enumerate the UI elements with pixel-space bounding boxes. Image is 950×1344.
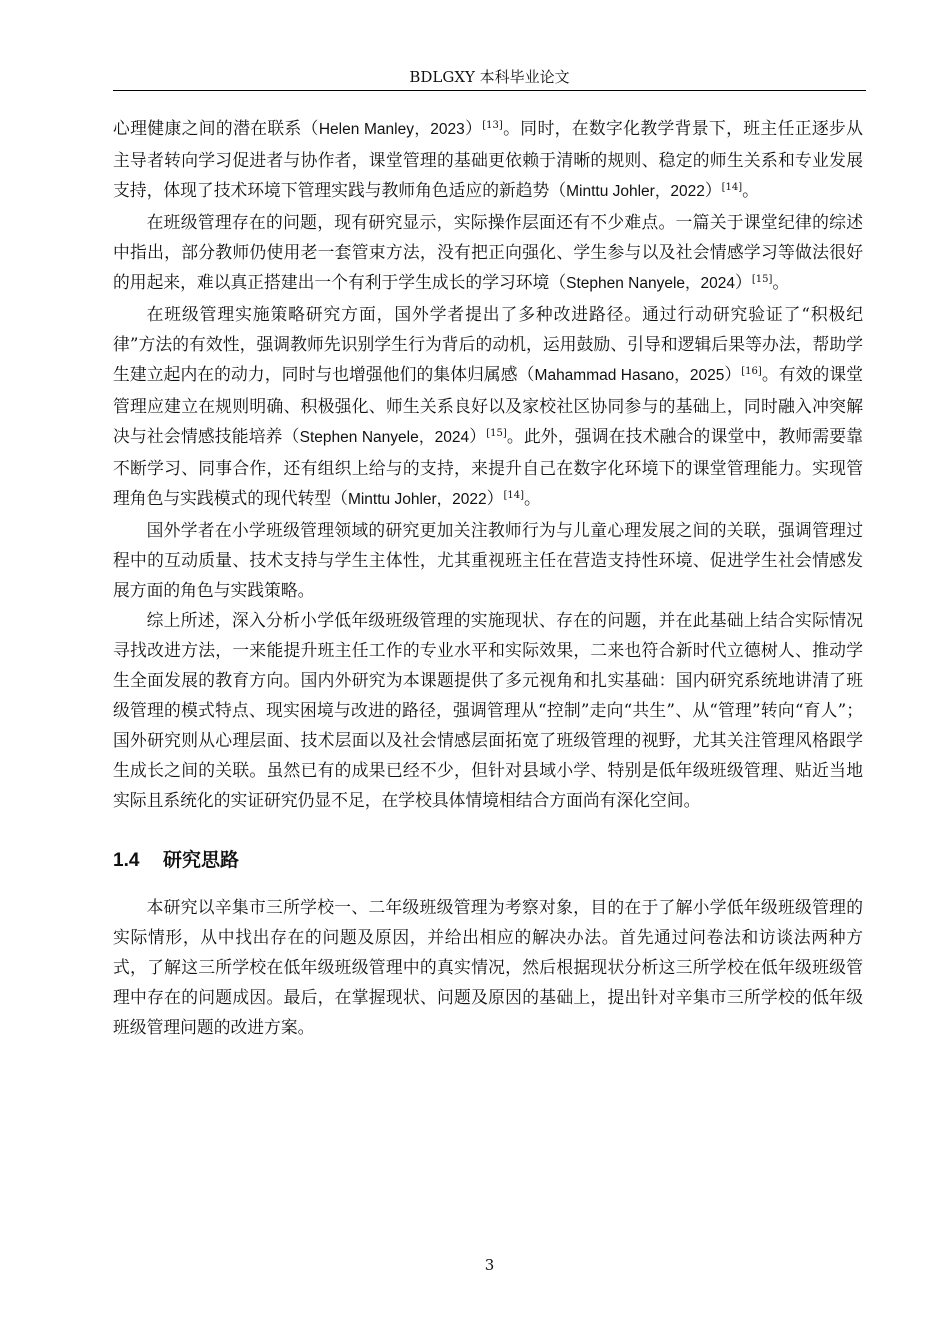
paragraph-text: 。 [742,180,759,200]
header-title: BDLGXY 本科毕业论文 [409,68,570,86]
paragraph-text: 。 [772,272,790,292]
paragraph-text: 。有效的课堂管理应建立在规则明确、积极强化、师生关系良好以及家校社区协同参与的基础上，同时融入冲突解决与社会情感技能培养（ [113,364,863,446]
paragraph-text: 。同时，在数字化教学背景下，班主任正逐步从主导者转向学习促进者与协作者，课堂管理的基础更依赖于清晰的规则、稳定的师生关系和专业发展支持，体现了技术环境下管理实践与教师角色适应的新趋势（ [113,118,863,200]
reference-marker: [16] [741,366,762,377]
reference-marker: [14] [721,182,743,193]
citation: Stephen Nanyele，2024 [566,275,736,292]
header-divider [113,90,866,91]
paragraph: 心理健康之间的潜在联系（Helen Manley，2023）[13]。同时，在数字化教学背景下，班主任正逐步从主导者转向学习促进者与协作者，课堂管理的基础更依赖于清晰的规则、稳定的师生关系和专业发展支持，体现了技术环境下管理实践与教师角色适应的新趋势（Minttu Johler，2022）[14]。 [113,118,863,200]
citation: Minttu Johler，2022 [347,491,487,508]
document-body [113,113,863,1042]
page-header [113,66,866,91]
reference-marker: [15] [486,428,507,439]
section-heading [113,846,863,876]
paragraph: 国外学者在小学班级管理领域的研究更加关注教师行为与儿童心理发展之间的关联，强调管理过程中的互动质量、技术支持与学生主体性，尤其重视班主任在营造支持性环境、促进学生社会情感发展方面的角色与实践策略。 [113,520,863,600]
paragraph-text: 。 [524,488,541,508]
citation: Helen Manley，2023 [318,121,465,138]
citation: Mahammad Hasano，2025 [534,367,725,384]
paragraph: 在班级管理存在的问题，现有研究显示，实际操作层面还有不少难点。一篇关于课堂纪律的综述中指出，部分教师仍使用老一套管束方法，没有把正向强化、学生参与以及社会情感学习等做法很好的用起来，难以真正搭建出一个有利于学生成长的学习环境（Stephen Nanyele，2024）[15]。 [113,212,863,292]
paragraph-text: 。此外，强调在技术融合的课堂中，教师需要靠不断学习、同事合作，还有组织上给与的支持，来提升自己在数字化环境下的课堂管理能力。实现管理角色与实践模式的现代转型（ [113,426,863,508]
paragraph: 在班级管理实施策略研究方面，国外学者提出了多种改进路径。通过行动研究验证了“积极纪律”方法的有效性，强调教师先识别学生行为背后的动机，运用鼓励、引导和逻辑后果等办法，帮助学生建立起内在的动力，同时与也增强他们的集体归属感（Mahammad Hasano，2025）[16]。有效的课堂管理应建立在规则明确、积极强化、师生关系良好以及家校社区协同参与的基础上，同时融入冲突解决与社会情感技能培养（Stephen Nanyele，2024）[15]。此外，强调在技术融合的课堂中，教师需要靠不断学习、同事合作，还有组织上给与的支持，来提升自己在数字化环境下的课堂管理能力。实现管理角色与实践模式的现代转型（Minttu Johler，2022）[14]。 [113,304,863,508]
paragraph-text: 在班级管理存在的问题，现有研究显示，实际操作层面还有不少难点。一篇关于课堂纪律的综述中指出，部分教师仍使用老一套管束方法，没有把正向强化、学生参与以及社会情感学习等做法很好的用起来，难以真正搭建出一个有利于学生成长的学习环境（ [113,212,863,292]
reference-marker: [13] [482,120,503,131]
page-number: 3 [484,1256,495,1274]
paragraph: 综上所述，深入分析小学低年级班级管理的实施现状、存在的问题，并在此基础上结合实际情况寻找改进方法，一来能提升班主任工作的专业水平和实际效果，二来也符合新时代立德树人、推动学生全面发展的教育方向。国内外研究为本课题提供了多元视角和扎实基础：国内研究系统地讲清了班级管理的模式特点、现实困境与改进的路径，强调管理从“控制”走向“共生”、从“管理”转向“育人”；国外研究则从心理层面、技术层面以及社会情感层面拓宽了班级管理的视野，尤其关注管理风格跟学生成长之间的关联。虽然已有的成果已经不少，但针对县域小学、特别是低年级班级管理、贴近当地实际且系统化的实证研究仍显不足，在学校具体情境相结合方面尚有深化空间。 [113,610,863,810]
citation: Minttu Johler，2022 [566,183,705,200]
paragraph: 本研究以辛集市三所学校一、二年级班级管理为考察对象，目的在于了解小学低年级班级管理的实际情形，从中找出存在的问题及原因，并给出相应的解决办法。首先通过问卷法和访谈法两种方式，了解这三所学校在低年级班级管理中的真实情况，然后根据现状分析这三所学校在低年级班级管理中存在的问题成因。最后，在掌握现状、问题及原因的基础上，提出针对辛集市三所学校的低年级班级管理问题的改进方案。 [113,897,863,1037]
paragraph-text: 在班级管理实施策略研究方面，国外学者提出了多种改进路径。通过行动研究验证了“积极纪律”方法的有效性，强调教师先识别学生行为背后的动机，运用鼓励、引导和逻辑后果等办法，帮助学生建立起内在的动力，同时与也增强他们的集体归属感（ [113,304,863,384]
section-title: 研究思路 [163,850,240,871]
reference-marker: [14] [503,490,524,501]
section-number: 1.4 [113,850,140,871]
paragraph-text: 心理健康之间的潜在联系（ [113,118,319,138]
reference-marker: [15] [751,274,773,285]
citation: Stephen Nanyele，2024 [299,429,470,446]
